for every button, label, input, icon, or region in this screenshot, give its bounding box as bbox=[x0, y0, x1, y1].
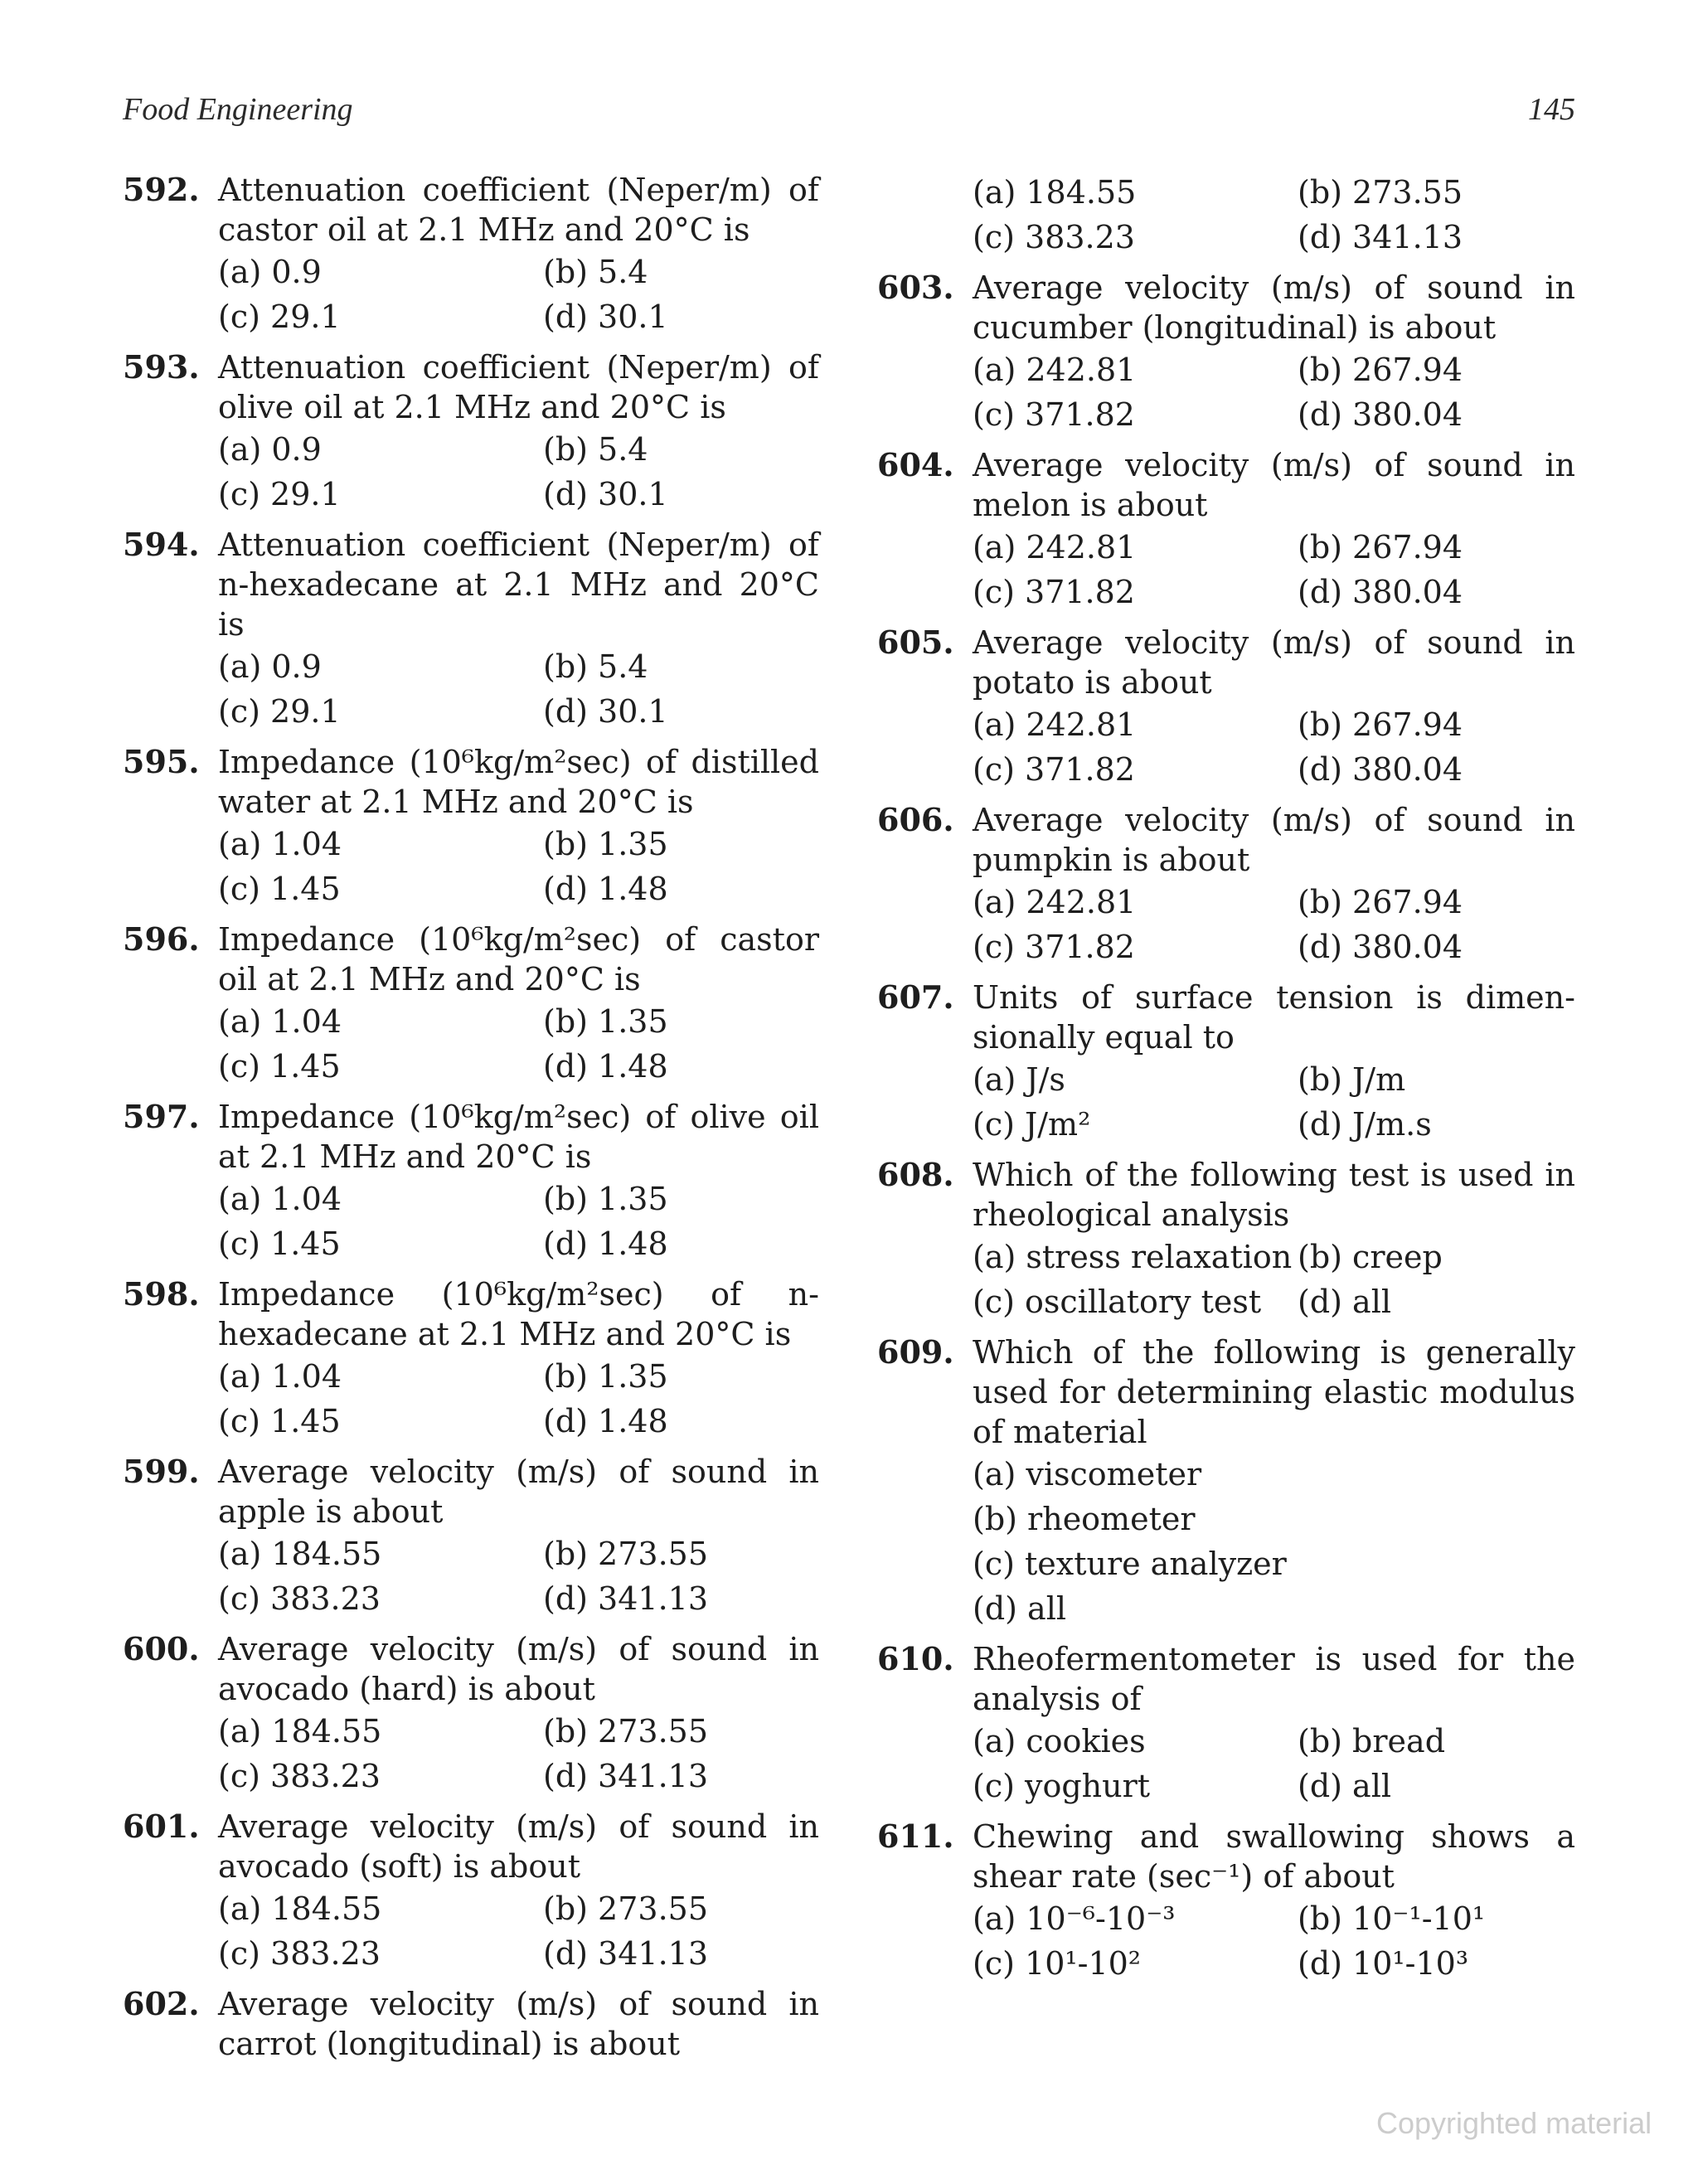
question bbox=[123, 1452, 819, 1621]
option: (c) texture analyzer bbox=[973, 1546, 1287, 1582]
question bbox=[123, 1274, 819, 1444]
option: (d) all bbox=[973, 1590, 1067, 1627]
question-stem: Average velocity (m/s) of sound in avocado (hard) is about bbox=[218, 1631, 819, 1707]
options bbox=[973, 1235, 1575, 1324]
question bbox=[877, 1332, 1575, 1631]
option: (d) 380.04 bbox=[1298, 396, 1463, 433]
option: (b) 1.35 bbox=[543, 826, 668, 862]
question-stem: Attenuation coefficient (Neper/m) of olive oil at 2.1 MHz and 20°C is bbox=[218, 349, 819, 425]
options bbox=[218, 999, 819, 1089]
option: (a) 184.55 bbox=[218, 1890, 382, 1927]
options bbox=[973, 880, 1575, 969]
options bbox=[973, 1719, 1575, 1808]
question bbox=[877, 800, 1575, 969]
question bbox=[877, 268, 1575, 437]
options bbox=[973, 1452, 1575, 1631]
option: (a) 242.81 bbox=[973, 352, 1137, 388]
option: (a) J/s bbox=[973, 1061, 1065, 1098]
option: (a) 242.81 bbox=[973, 529, 1137, 565]
option: (c) 383.23 bbox=[218, 1580, 381, 1617]
question bbox=[123, 742, 819, 911]
options bbox=[218, 1886, 819, 1976]
question-stem: Units of surface tension is dimen-sionally equal to bbox=[973, 979, 1575, 1056]
option: (a) 0.9 bbox=[218, 254, 322, 290]
page-number: 145 bbox=[1528, 92, 1575, 127]
options bbox=[218, 1709, 819, 1798]
option: (b) 267.94 bbox=[1298, 529, 1463, 565]
question bbox=[877, 445, 1575, 614]
option: (d) 10¹-10³ bbox=[1298, 1945, 1469, 1982]
question bbox=[123, 1097, 819, 1266]
option: (b) 1.35 bbox=[543, 1181, 668, 1217]
option: (b) 267.94 bbox=[1298, 884, 1463, 920]
continued-options bbox=[877, 170, 1575, 260]
option: (b) 1.35 bbox=[543, 1003, 668, 1040]
question-number: 593. bbox=[123, 348, 200, 386]
question-number: 605. bbox=[877, 624, 954, 661]
question-number: 599. bbox=[123, 1453, 200, 1490]
options bbox=[218, 250, 819, 339]
option: (d) 341.13 bbox=[1298, 219, 1463, 255]
question bbox=[123, 170, 819, 339]
left-column bbox=[123, 170, 819, 2072]
question-stem: Average velocity (m/s) of sound in cucumber (longitudinal) is about bbox=[973, 269, 1575, 346]
question-stem: Impedance (10⁶kg/m²sec) of castor oil at 2.1 MHz and 20°C is bbox=[218, 921, 819, 997]
options bbox=[218, 822, 819, 911]
option: (b) 5.4 bbox=[543, 648, 648, 685]
question-stem: Average velocity (m/s) of sound in melon is about bbox=[973, 447, 1575, 523]
option: (a) 1.04 bbox=[218, 1003, 342, 1040]
option: (a) viscometer bbox=[973, 1456, 1202, 1492]
question-number: 604. bbox=[877, 446, 954, 483]
option: (b) 5.4 bbox=[543, 431, 648, 468]
question-number: 600. bbox=[123, 1630, 200, 1667]
option: (c) 1.45 bbox=[218, 1403, 341, 1439]
book-title: Food Engineering bbox=[123, 92, 353, 127]
question-stem: Impedance (10⁶kg/m²sec) of n-hexadecane at 2.1 MHz and 20°C is bbox=[218, 1276, 819, 1352]
option: (b) 267.94 bbox=[1298, 352, 1463, 388]
question bbox=[877, 1817, 1575, 1986]
option: (a) 0.9 bbox=[218, 431, 322, 468]
options bbox=[973, 347, 1575, 437]
options bbox=[218, 427, 819, 517]
question-number: 597. bbox=[123, 1098, 200, 1135]
question-number: 610. bbox=[877, 1640, 954, 1677]
option: (c) 371.82 bbox=[973, 751, 1135, 788]
option: (a) cookies bbox=[973, 1723, 1146, 1759]
option: (d) 380.04 bbox=[1298, 751, 1463, 788]
question bbox=[123, 347, 819, 517]
options bbox=[973, 702, 1575, 792]
option: (a) 1.04 bbox=[218, 1358, 342, 1395]
option: (c) 29.1 bbox=[218, 476, 341, 512]
option: (c) 29.1 bbox=[218, 693, 341, 730]
option: (a) stress relaxation bbox=[973, 1239, 1293, 1275]
option: (a) 184.55 bbox=[973, 174, 1137, 211]
option: (c) yoghurt bbox=[973, 1768, 1151, 1804]
option: (b) 5.4 bbox=[543, 254, 648, 290]
option: (d) 1.48 bbox=[543, 1048, 668, 1085]
option: (b) 273.55 bbox=[1298, 174, 1463, 211]
question-stem: Attenuation coefficient (Neper/m) of castor oil at 2.1 MHz and 20°C is bbox=[218, 172, 819, 248]
option: (b) 273.55 bbox=[543, 1890, 709, 1927]
option: (d) 341.13 bbox=[543, 1758, 709, 1794]
question-stem: Average velocity (m/s) of sound in avocado (soft) is about bbox=[218, 1808, 819, 1885]
option: (c) 10¹-10² bbox=[973, 1945, 1142, 1982]
question-stem: Impedance (10⁶kg/m²sec) of olive oil at 2.1 MHz and 20°C is bbox=[218, 1099, 819, 1175]
options bbox=[973, 1896, 1575, 1986]
option: (d) all bbox=[1298, 1768, 1392, 1804]
option: (c) 1.45 bbox=[218, 1048, 341, 1085]
right-question-list bbox=[877, 268, 1575, 1986]
option: (d) 30.1 bbox=[543, 693, 668, 730]
question-number: 594. bbox=[123, 526, 200, 563]
option: (a) 1.04 bbox=[218, 826, 342, 862]
option: (d) 341.13 bbox=[543, 1580, 709, 1617]
option: (c) J/m² bbox=[973, 1106, 1091, 1143]
running-header bbox=[123, 91, 1575, 128]
question bbox=[123, 1629, 819, 1798]
question bbox=[123, 525, 819, 734]
option: (b) bread bbox=[1298, 1723, 1446, 1759]
question-stem: Average velocity (m/s) of sound in potato is about bbox=[973, 624, 1575, 701]
option: (c) 371.82 bbox=[973, 929, 1135, 965]
option: (b) 1.35 bbox=[543, 1358, 668, 1395]
question-stem: Impedance (10⁶kg/m²sec) of distilled water at 2.1 MHz and 20°C is bbox=[218, 744, 819, 820]
question-number: 596. bbox=[123, 920, 200, 958]
question-number: 598. bbox=[123, 1275, 200, 1313]
question-number: 607. bbox=[877, 978, 954, 1016]
options bbox=[218, 1354, 819, 1444]
option: (c) oscillatory test bbox=[973, 1284, 1262, 1320]
option: (c) 383.23 bbox=[218, 1935, 381, 1972]
question bbox=[123, 1984, 819, 2064]
copyright-watermark: Copyrighted material bbox=[1376, 2106, 1652, 2140]
option: (c) 371.82 bbox=[973, 396, 1135, 433]
option: (a) 0.9 bbox=[218, 648, 322, 685]
question-number: 603. bbox=[877, 269, 954, 306]
question-number: 601. bbox=[123, 1808, 200, 1845]
question bbox=[123, 920, 819, 1089]
option: (b) 273.55 bbox=[543, 1536, 709, 1572]
option: (d) 1.48 bbox=[543, 1225, 668, 1262]
right-column bbox=[877, 170, 1575, 1994]
option: (c) 371.82 bbox=[973, 574, 1135, 610]
question-number: 595. bbox=[123, 743, 200, 780]
question-stem: Average velocity (m/s) of sound in carrot (longitudinal) is about bbox=[218, 1986, 819, 2062]
option: (a) 242.81 bbox=[973, 884, 1137, 920]
question bbox=[123, 1807, 819, 1976]
option: (d) 380.04 bbox=[1298, 574, 1463, 610]
option: (b) J/m bbox=[1298, 1061, 1406, 1098]
question-stem: Chewing and swallowing shows a shear rate (sec⁻¹) of about bbox=[973, 1818, 1575, 1895]
question bbox=[877, 978, 1575, 1147]
question-number: 602. bbox=[123, 1985, 200, 2022]
option: (a) 1.04 bbox=[218, 1181, 342, 1217]
question bbox=[877, 623, 1575, 792]
options bbox=[218, 1531, 819, 1621]
option: (b) creep bbox=[1298, 1239, 1443, 1275]
question-number: 611. bbox=[877, 1818, 954, 1855]
option: (b) 267.94 bbox=[1298, 706, 1463, 743]
option: (c) 1.45 bbox=[218, 871, 341, 907]
option: (d) 30.1 bbox=[543, 298, 668, 335]
options bbox=[218, 1177, 819, 1266]
question bbox=[877, 1639, 1575, 1808]
option: (d) 30.1 bbox=[543, 476, 668, 512]
question-stem: Average velocity (m/s) of sound in apple is about bbox=[218, 1454, 819, 1530]
option: (d) J/m.s bbox=[1298, 1106, 1432, 1143]
option: (c) 383.23 bbox=[973, 219, 1135, 255]
option: (b) rheometer bbox=[973, 1501, 1196, 1537]
question-stem: Average velocity (m/s) of sound in pumpkin is about bbox=[973, 802, 1575, 878]
option: (d) 380.04 bbox=[1298, 929, 1463, 965]
option: (a) 10⁻⁶-10⁻³ bbox=[973, 1900, 1176, 1937]
question-number: 592. bbox=[123, 171, 200, 208]
options bbox=[973, 1057, 1575, 1147]
question-number: 608. bbox=[877, 1156, 954, 1193]
option: (b) 273.55 bbox=[543, 1713, 709, 1750]
option: (a) 184.55 bbox=[218, 1536, 382, 1572]
option: (b) 10⁻¹-10¹ bbox=[1298, 1900, 1486, 1937]
option: (a) 184.55 bbox=[218, 1713, 382, 1750]
option: (d) 341.13 bbox=[543, 1935, 709, 1972]
option: (d) all bbox=[1298, 1284, 1392, 1320]
question bbox=[877, 1155, 1575, 1324]
question-number: 606. bbox=[877, 801, 954, 838]
option: (c) 1.45 bbox=[218, 1225, 341, 1262]
option: (c) 383.23 bbox=[218, 1758, 381, 1794]
option: (d) 1.48 bbox=[543, 871, 668, 907]
options bbox=[218, 644, 819, 734]
question-stem: Attenuation coefficient (Neper/m) of n-hexadecane at 2.1 MHz and 20°C is bbox=[218, 527, 819, 643]
question-number: 609. bbox=[877, 1333, 954, 1371]
option: (d) 1.48 bbox=[543, 1403, 668, 1439]
question-stem: Which of the following test is used in rheological analysis bbox=[973, 1157, 1575, 1233]
question-stem: Rheofermentometer is used for the analysis of bbox=[973, 1641, 1575, 1717]
options bbox=[973, 525, 1575, 614]
question-stem: Which of the following is generally used for determining elastic modulus of material bbox=[973, 1334, 1575, 1450]
option: (c) 29.1 bbox=[218, 298, 341, 335]
option: (a) 242.81 bbox=[973, 706, 1137, 743]
